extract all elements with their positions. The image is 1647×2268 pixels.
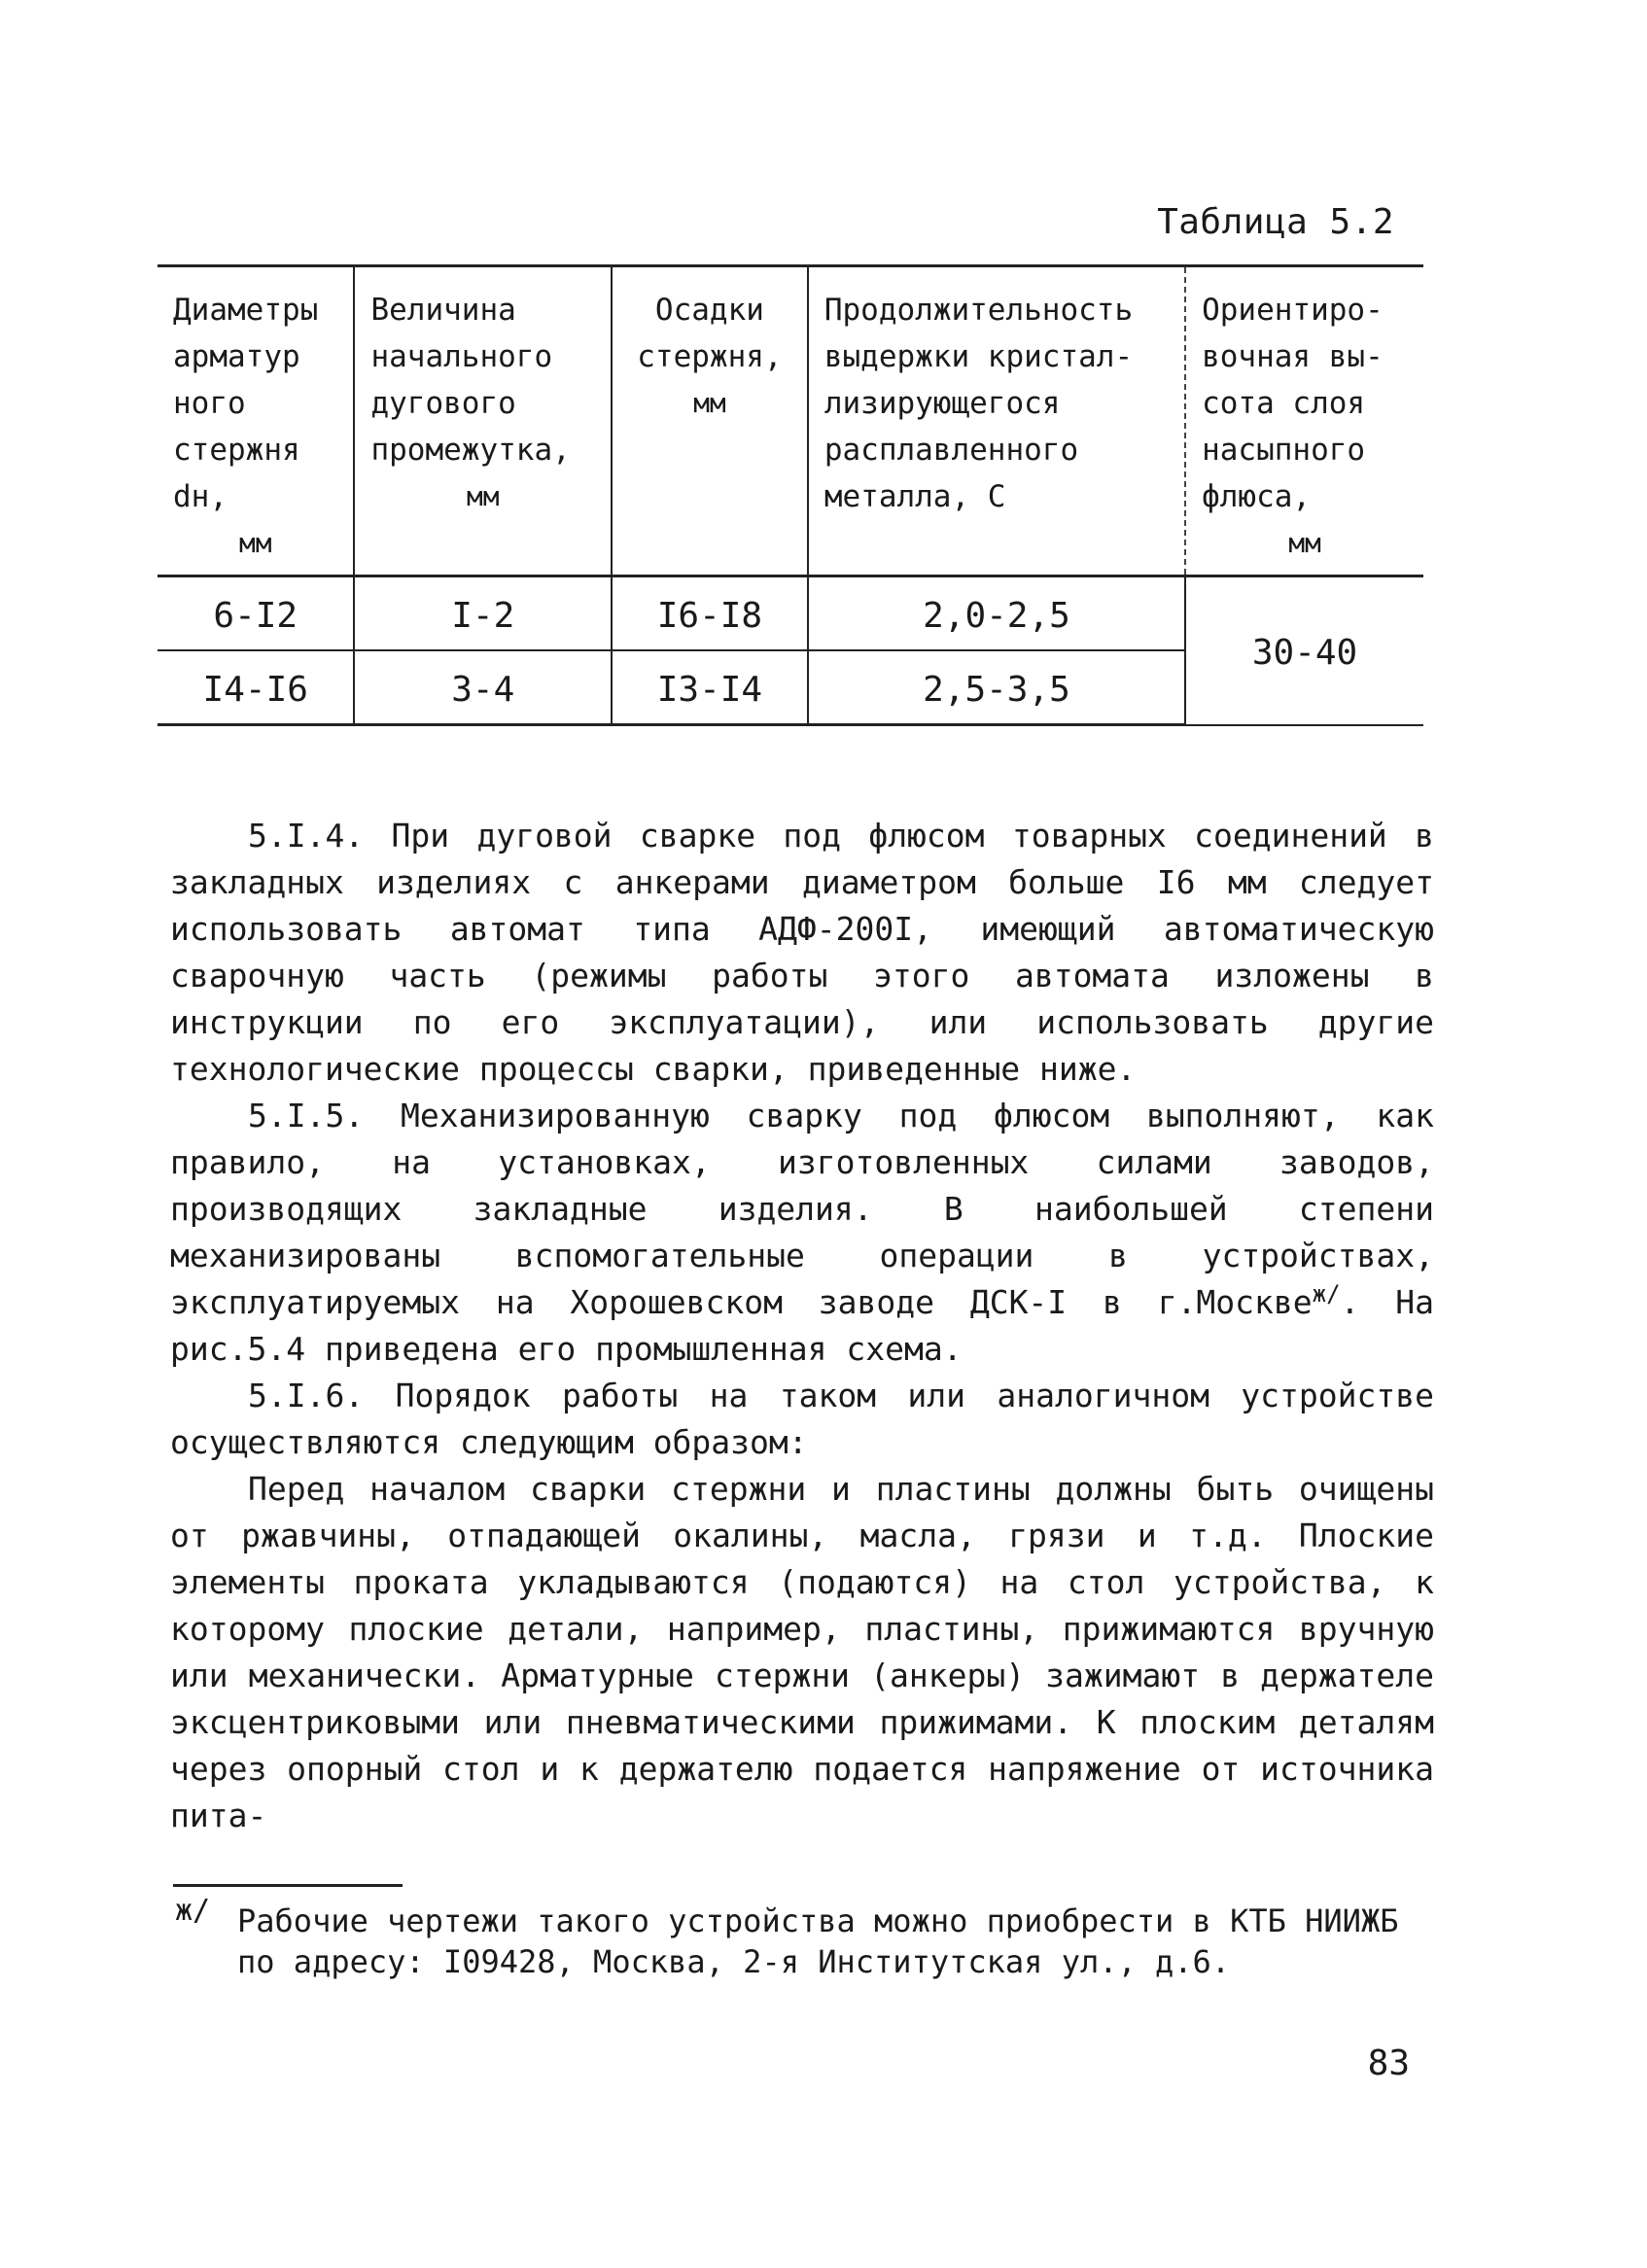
table-cell-merged: 30-40 xyxy=(1185,576,1423,725)
header-text: Величина начального дугового промежутка, xyxy=(370,293,571,468)
table-cell: 3-4 xyxy=(354,650,612,725)
paragraph-tail: . На рис.5.4 приведена его промышленная схема. xyxy=(170,1283,1434,1368)
header-hold-duration xyxy=(808,266,1185,576)
table-caption: Таблица 5.2 xyxy=(1157,202,1394,242)
header-unit: мм xyxy=(693,387,726,419)
header-rod-diameter xyxy=(158,266,354,576)
footnote-mark: ж/ xyxy=(175,1894,211,1928)
table-cell: 6-I2 xyxy=(158,576,354,651)
paragraph-5-1-4: 5.I.4. При дуговой сварке под флюсом товарных соединений в закладных изделиях с анкерами диаметром больше I6 мм следует использовать автомат типа АДФ-200I, имеющий автоматическую сварочную часть (режимы работы этого автомата изложены в инструкции по его эксплуатации), или использовать другие технологические процессы сварки, приведенные ниже. xyxy=(170,817,1434,1088)
paragraph-5-1-5 xyxy=(170,1093,1434,1373)
header-unit: мм xyxy=(466,480,500,512)
header-text: Осадки стержня, xyxy=(637,293,783,374)
table-row xyxy=(158,576,1423,651)
paragraph-5-1-6: 5.I.6. Порядок работы на таком или аналогичном устройстве осуществляются следующим образом: xyxy=(170,1377,1434,1461)
header-text: Диаметры арматур ного стержня dн, xyxy=(173,293,319,514)
header-text: Продолжительность выдержки кристал- лизирующегося расплавленного металла, С xyxy=(824,293,1134,514)
footnote-reference: ж/ xyxy=(1312,1280,1341,1308)
table-cell: 2,0-2,5 xyxy=(808,576,1185,651)
header-unit: мм xyxy=(238,527,272,559)
footnote xyxy=(175,1894,1429,1982)
table-cell: 2,5-3,5 xyxy=(808,650,1185,725)
page-number: 83 xyxy=(1367,2043,1410,2083)
header-flux-height xyxy=(1185,266,1423,576)
table-cell: I4-I6 xyxy=(158,650,354,725)
table-header-row xyxy=(158,266,1423,576)
table-cell: I6-I8 xyxy=(612,576,808,651)
header-rod-upset xyxy=(612,266,808,576)
footnote-divider xyxy=(173,1884,403,1887)
footnote-text: Рабочие чертежи такого устройства можно приобрести в КТБ НИИЖБ по адресу: I09428, Москва, 2-я Институтская ул., д.6. xyxy=(237,1902,1399,1980)
welding-parameters-table xyxy=(158,264,1423,726)
table-cell: I3-I4 xyxy=(612,650,808,725)
header-text: Ориентиро- вочная вы- сота слоя насыпного флюса, xyxy=(1202,293,1384,514)
table-cell: I-2 xyxy=(354,576,612,651)
header-arc-gap xyxy=(354,266,612,576)
paragraph-text: 5.I.5. Механизированную сварку под флюсом выполняют, как правило, на установках, изготовленных силами заводов, производящих закладные изделия. В наибольшей степени механизированы вспомогательные операции в устройствах, эксплуатируемых на Хорошевском заводе ДСК-I в г.Москве xyxy=(170,1097,1434,1321)
header-unit: мм xyxy=(1288,527,1321,559)
body-text xyxy=(170,813,1434,1839)
paragraph-procedure: Перед началом сварки стержни и пластины должны быть очищены от ржавчины, отпадающей окалины, масла, грязи и т.д. Плоские элементы проката укладываются (подаются) на стол устройства, к которому плоские детали, например, пластины, прижимаются вручную или механически. Арматурные стержни (анкеры) зажимают в держателе эксцентриковыми или пневматическими прижимами. К плоским деталям через опорный стол и к держателю подается напряжение от источника пита- xyxy=(170,1470,1434,1834)
